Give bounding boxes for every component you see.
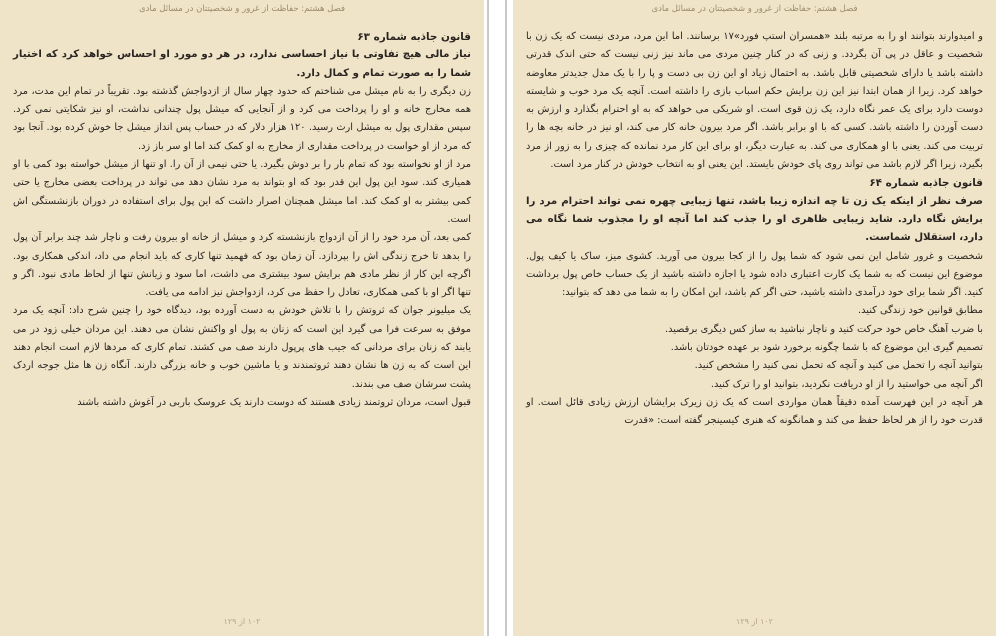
right-page xyxy=(513,0,996,636)
left-page xyxy=(0,0,484,636)
list-item: تصمیم گیری این موضوع که با شما چگونه برخورد شود بر عهده خودتان باشد. xyxy=(670,342,983,354)
paragraph: و امیدوارند بتوانند او را به مرتبه بلند «همسران استپ فورد»۱۷ برسانند. اما این مرد، مردی نیست که یک زن با شخصیت و عاقل در پی آن بگردد. و زنی که در کنار چنین مردی می ماند نیز زنی نیست که حتی اندک قدرتی داشته باشد یا دارای شخصیتی قابل باشد. به احتمال زیاد او این زن بی دست و پا را با یک مدل جدیدتر معاوضه خواهد کرد. زیرا از همان ابتدا نیز این زن برایش حکم اسباب بازی را داشته است. آنچه یک مرد خوب و شایسته دوست دارد برای یک عمر نگاه دارد، یک زن قوی است. او شریکی می خواهد که به او احترام بگذارد و ارزش به دست آوردن را داشته باشد. کسی که با او برابر باشد. اگر مرد بیرون خانه کار می کند، او نیز در خانه بچه ها را تربیت می کند. یعنی با او همکاری می کند. به عبارت دیگر، او برای این کار مرد نمانده که چیزی را به زور از مرد بگیرد، زیرا اگر لازم باشد می تواند روی پای خودش بایستد. این یعنی او به انتخاب خودش در کنار مرد است. xyxy=(526,31,983,171)
paragraph: قبول است، مردان ثروتمند زیادی هستند که دوست دارند یک عروسک باربی در آغوش داشته باشند xyxy=(77,396,471,408)
page-divider xyxy=(505,0,507,636)
paragraph: هر آنچه در این فهرست آمده دقیقاً همان مواردی است که یک زن زیرک برایشان ارزش زیادی قائل است. او قدرت خود را از هر لحاظ حفظ می کند و همانگونه که هنری کیسینجر گفته است: «قدرت xyxy=(526,396,983,427)
left-page-body xyxy=(13,28,471,412)
list-item: با ضرب آهنگ خاص خود حرکت کنید و ناچار نباشید به ساز کس دیگری برقصید. xyxy=(664,323,983,335)
paragraph: شخصیت و غرور شامل این نمی شود که شما پول را از کجا بیرون می آورید. کشوی میز، ساک یا کیف پول. موضوع این نیست که به شما یک کارت اعتباری داده شود یا اجازه داشته باشید از یک حساب خاص پول برداشت کنید. اگر شما برای خود درآمدی داشته باشید، حتی اگر کم باشد، این امکان را به شما می دهد که بتوانید: xyxy=(526,250,983,299)
running-header-right: فصل هشتم: حفاظت از غرور و شخصیتتان در مسائل مادی xyxy=(651,4,858,14)
page-divider xyxy=(487,0,489,636)
paragraph: زن دیگری را به نام میشل می شناختم که حدود چهار سال از ازدواجش گذشته بود. تقریباً در تمام این مدت، مرد همه مخارج خانه و او را پرداخت می کرد و از آنجایی که میشل پول چندانی نداشت، او نیز شکایتی نمی کرد. سپس مقداری پول به میشل ارث رسید. ۱۲۰ هزار دلار که در حساب پس انداز میشل جا خوش کرده بود. آنجا بود که مرد از او خواست در پرداخت مقداری از مخارج به او کمک کند اما او سر باز زد. xyxy=(13,85,471,152)
law-63-title: قانون جاذبه شماره ۶۳ xyxy=(357,31,471,43)
paragraph: کمی بعد، آن مرد خود را از آن ازدواج بازنشسته کرد و میشل از خانه او بیرون رفت و ناچار شد چند برابر آن پول را بدهد تا خرج زندگی اش را بپردازد. آن زمان بود که فهمید تنها کاری که باید انجام می داد، اندکی همکاری بود. اگرچه این کار از نظر مادی هم برایش سود بیشتری می داشت، اما سود و زیانش تنها از لحاظ مادی نبود. اگر و تنها اگر او با کمی همکاری، تعادل را حفظ می کرد، ازدواجش نیز ادامه می یافت. xyxy=(13,232,471,299)
page-number-left: ۱۰۲ از ۱۲۹ xyxy=(223,617,261,626)
running-header-left: فصل هشتم: حفاظت از غرور و شخصیتتان در مسائل مادی xyxy=(138,4,346,14)
page-number-right: ۱۰۲ از ۱۲۹ xyxy=(736,617,773,626)
list-item: مطابق قوانین خود زندگی کنید. xyxy=(858,305,983,317)
law-64-statement: صرف نظر از اینکه یک زن تا چه اندازه زیبا باشد، تنها زیبایی چهره نمی تواند احترام مرد را برایش نگاه دارد. شاید زیبایی ظاهری او را جذب کند اما آنچه او را مجذوب شما نگاه می دارد، استقلال شماست. xyxy=(526,195,983,244)
list-item: بتوانید آنچه را تحمل می کنید و آنچه که تحمل نمی کنید را مشخص کنید. xyxy=(694,360,983,372)
paragraph: یک میلیونر جوان که ثروتش را با تلاش خودش به دست آورده بود، دیدگاه خود را چنین شرح داد: آنچه یک مرد موفق به سرعت فرا می گیرد این است که زنان به پول او واکنش نشان می دهند. این مردان خیلی زود در می یابند که زنان برای مردانی که جیب های پرپول دارند صف می کشند. تمام کاری که مردها لازم است انجام دهند این است که به زن ها نشان دهند ثروتمندند و یا ماشین خوب و خانه بزرگی دارند. آنگاه زن ها مثل جوجه اردک پشت سرشان صف می بندند. xyxy=(13,305,471,390)
paragraph: مرد از او نخواسته بود که تمام بار را بر دوش بگیرد. یا حتی نیمی از آن را. او تنها از میشل خواسته بود کمی با او همیاری کند. سود این پول این قدر بود که او بتواند به مرد نشان دهد می تواند در پرداخت بعضی مخارج یا حتی کمی بیشتر به او کمک کند. اما میشل همچنان اصرار داشت که این پول برای استفاده در دوران بازنشستگی اش است. xyxy=(13,159,471,225)
law-64-title: قانون جاذبه شماره ۶۴ xyxy=(869,177,983,190)
right-page-body xyxy=(526,28,983,431)
law-63-statement: نیاز مالی هیچ تفاوتی با نیاز احساسی ندارد، در هر دو مورد او احساس خواهد کرد که اختیار شما را به صورت تمام و کمال دارد. xyxy=(13,49,471,79)
list-item: اگر آنچه می خواستید را از او دریافت نکردید، بتوانید او را ترک کنید. xyxy=(710,378,983,390)
benefits-list xyxy=(526,302,983,393)
